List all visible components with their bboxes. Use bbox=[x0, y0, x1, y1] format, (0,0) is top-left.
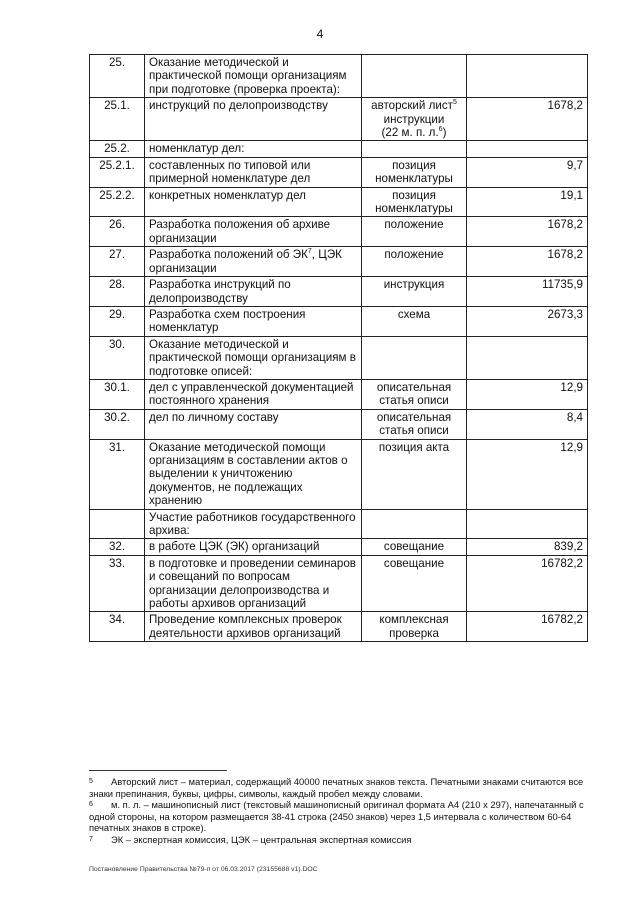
row-number: 31. bbox=[90, 439, 145, 509]
unit-of-measure bbox=[362, 98, 467, 141]
service-description bbox=[145, 187, 362, 217]
unit-text: совещание bbox=[383, 540, 445, 554]
service-description bbox=[145, 539, 362, 555]
price-value: 8,4 bbox=[467, 409, 588, 439]
service-description bbox=[145, 439, 362, 509]
unit-note-tail: ) bbox=[442, 126, 447, 140]
footnote-ref: 6 bbox=[438, 126, 443, 134]
service-description bbox=[145, 157, 362, 187]
unit-text: позиция акта bbox=[378, 440, 450, 454]
row-number: 34. bbox=[90, 612, 145, 642]
description-text: номенклатур дел: bbox=[149, 142, 245, 156]
row-number: 25.2.2. bbox=[90, 187, 145, 217]
footnote-mark: 6 bbox=[89, 801, 93, 809]
unit-of-measure bbox=[362, 187, 467, 217]
unit-text: описательная статья описи bbox=[376, 380, 452, 408]
unit-text: инструкция bbox=[383, 278, 445, 292]
price-value: 16782,2 bbox=[467, 555, 588, 612]
unit-note: (22 м. п. л. bbox=[381, 126, 439, 140]
unit-of-measure bbox=[362, 539, 467, 555]
description-text: конкретных номенклатур дел bbox=[149, 188, 306, 202]
description-text: дел с управленческой документацией постоянного хранения bbox=[149, 380, 354, 408]
table-row bbox=[90, 409, 588, 439]
row-number: 29. bbox=[90, 306, 145, 336]
price-value bbox=[467, 141, 588, 157]
service-description bbox=[145, 277, 362, 307]
price-value: 12,9 bbox=[467, 379, 588, 409]
unit-tail: инструкции bbox=[383, 112, 445, 126]
price-value bbox=[467, 509, 588, 539]
unit-of-measure bbox=[362, 612, 467, 642]
description-text: в работе ЦЭК (ЭК) организаций bbox=[149, 540, 320, 554]
service-description bbox=[145, 98, 362, 141]
unit-of-measure bbox=[362, 336, 467, 379]
description-text: Разработка положения об архиве организации bbox=[149, 218, 331, 245]
row-number: 32. bbox=[90, 539, 145, 555]
table-row bbox=[90, 157, 588, 187]
unit-text: позиция номенклатуры bbox=[375, 158, 453, 186]
price-value: 19,1 bbox=[467, 187, 588, 217]
footnote-text: м. п. л. – машинописный лист (текстовый машинописный оригинал формата А4 (210 x 297), напечатанный с одной стороны, на котором размещается 38-41 строка (2450 знаков) через 1,5 интервала с количеством 60-64 печатных знаков в строке). bbox=[89, 799, 584, 834]
description-text: Разработка положений об ЭК bbox=[149, 248, 308, 262]
table-row bbox=[90, 55, 588, 98]
price-value: 16782,2 bbox=[467, 612, 588, 642]
price-value: 839,2 bbox=[467, 539, 588, 555]
unit-text: позиция номенклатуры bbox=[375, 188, 453, 216]
row-number: 28. bbox=[90, 277, 145, 307]
unit-text: совещание bbox=[383, 556, 445, 570]
footnotes bbox=[89, 776, 592, 846]
price-value: 9,7 bbox=[467, 157, 588, 187]
description-text: Участие работников государственного архива: bbox=[149, 510, 356, 537]
service-description bbox=[145, 217, 362, 247]
price-value: 1678,2 bbox=[467, 217, 588, 247]
table-row bbox=[90, 277, 588, 307]
table-row bbox=[90, 539, 588, 555]
unit-of-measure bbox=[362, 277, 467, 307]
footnote-text: Авторский лист – материал, содержащий 40000 печатных знаков текста. Печатными знаками считаются все знаки препинания, буквы, цифры, символы, каждый пробел между словами. bbox=[89, 776, 584, 799]
unit-of-measure bbox=[362, 555, 467, 612]
unit-text: комплексная проверка bbox=[379, 613, 449, 640]
footnote-ref: 5 bbox=[452, 99, 457, 107]
table-row bbox=[90, 217, 588, 247]
unit-of-measure bbox=[362, 439, 467, 509]
row-number: 27. bbox=[90, 247, 145, 277]
description-text: Оказание методической и практической помощи организациям в подготовке описей: bbox=[149, 337, 356, 378]
service-description bbox=[145, 336, 362, 379]
table-row bbox=[90, 187, 588, 217]
description-text: составленных по типовой или примерной номенклатуре дел bbox=[149, 158, 311, 186]
description-text: дел по личному составу bbox=[149, 410, 279, 424]
service-description bbox=[145, 141, 362, 157]
unit-of-measure bbox=[362, 509, 467, 539]
footnote bbox=[89, 834, 592, 846]
unit-text: описательная статья описи bbox=[376, 410, 452, 438]
table-row bbox=[90, 306, 588, 336]
unit-text: положение bbox=[384, 218, 444, 232]
service-description bbox=[145, 379, 362, 409]
service-description bbox=[145, 306, 362, 336]
row-number: 25.2.1. bbox=[90, 157, 145, 187]
price-value: 1678,2 bbox=[467, 247, 588, 277]
price-value: 11735,9 bbox=[467, 277, 588, 307]
description-text: инструкций по делопроизводству bbox=[149, 99, 328, 113]
unit-of-measure bbox=[362, 217, 467, 247]
description-tail: , ЦЭК организации bbox=[149, 248, 342, 275]
row-number: 30.2. bbox=[90, 409, 145, 439]
row-number: 26. bbox=[90, 217, 145, 247]
description-text: Разработка схем построения номенклатур bbox=[149, 307, 306, 335]
unit-text: положение bbox=[384, 248, 444, 262]
table-row bbox=[90, 509, 588, 539]
table-row bbox=[90, 336, 588, 379]
unit-of-measure bbox=[362, 379, 467, 409]
table-row bbox=[90, 439, 588, 509]
page-number: 4 bbox=[316, 27, 324, 41]
row-number: 30. bbox=[90, 336, 145, 379]
row-number: 33. bbox=[90, 555, 145, 612]
table-row bbox=[90, 612, 588, 642]
tariff-table bbox=[89, 54, 588, 642]
footnote-mark: 7 bbox=[89, 835, 93, 843]
price-value: 12,9 bbox=[467, 439, 588, 509]
price-value: 1678,2 bbox=[467, 98, 588, 141]
description-text: в подготовке и проведении семинаров и совещаний по вопросам организации делопроизводства и работы архивов организаций bbox=[149, 556, 356, 611]
footnote bbox=[89, 799, 592, 834]
table-row bbox=[90, 247, 588, 277]
price-value bbox=[467, 55, 588, 98]
price-value: 2673,3 bbox=[467, 306, 588, 336]
footnote-text: ЭК – экспертная комиссия, ЦЭК – центральная экспертная комиссия bbox=[111, 833, 412, 845]
description-text: Разработка инструкций по делопроизводству bbox=[149, 278, 291, 305]
service-description bbox=[145, 509, 362, 539]
service-description bbox=[145, 612, 362, 642]
footnote bbox=[89, 776, 592, 799]
row-number: 30.1. bbox=[90, 379, 145, 409]
document-footer: Постановление Правительства №79-п от 06.03.2017 (23155688 v1).DOC bbox=[89, 866, 318, 873]
service-description bbox=[145, 409, 362, 439]
footnote-ref: 7 bbox=[307, 248, 312, 256]
unit-of-measure bbox=[362, 306, 467, 336]
description-text: Оказание методической помощи организациям в составлении актов о выделении к уничтожению документов, не подлежащих хранению bbox=[149, 440, 348, 508]
price-value bbox=[467, 336, 588, 379]
service-description bbox=[145, 247, 362, 277]
unit-of-measure bbox=[362, 247, 467, 277]
table-row bbox=[90, 379, 588, 409]
row-number: 25.1. bbox=[90, 98, 145, 141]
row-number: 25. bbox=[90, 55, 145, 98]
footnote-mark: 5 bbox=[89, 778, 93, 785]
description-text: Проведение комплексных проверок деятельности архивов организаций bbox=[149, 613, 342, 640]
description-text: Оказание методической и практической помощи организациям при подготовке (проверка проекта): bbox=[149, 56, 347, 96]
service-description bbox=[145, 55, 362, 98]
service-description bbox=[145, 555, 362, 612]
unit-text: авторский лист bbox=[371, 99, 453, 113]
row-number: 25.2. bbox=[90, 141, 145, 157]
row-number bbox=[90, 509, 145, 539]
unit-of-measure bbox=[362, 409, 467, 439]
table-row bbox=[90, 98, 588, 141]
unit-of-measure bbox=[362, 157, 467, 187]
table-row bbox=[90, 555, 588, 612]
unit-of-measure bbox=[362, 141, 467, 157]
table-row bbox=[90, 141, 588, 157]
unit-text: схема bbox=[397, 307, 431, 321]
footnote-separator bbox=[89, 770, 227, 771]
unit-of-measure bbox=[362, 55, 467, 98]
